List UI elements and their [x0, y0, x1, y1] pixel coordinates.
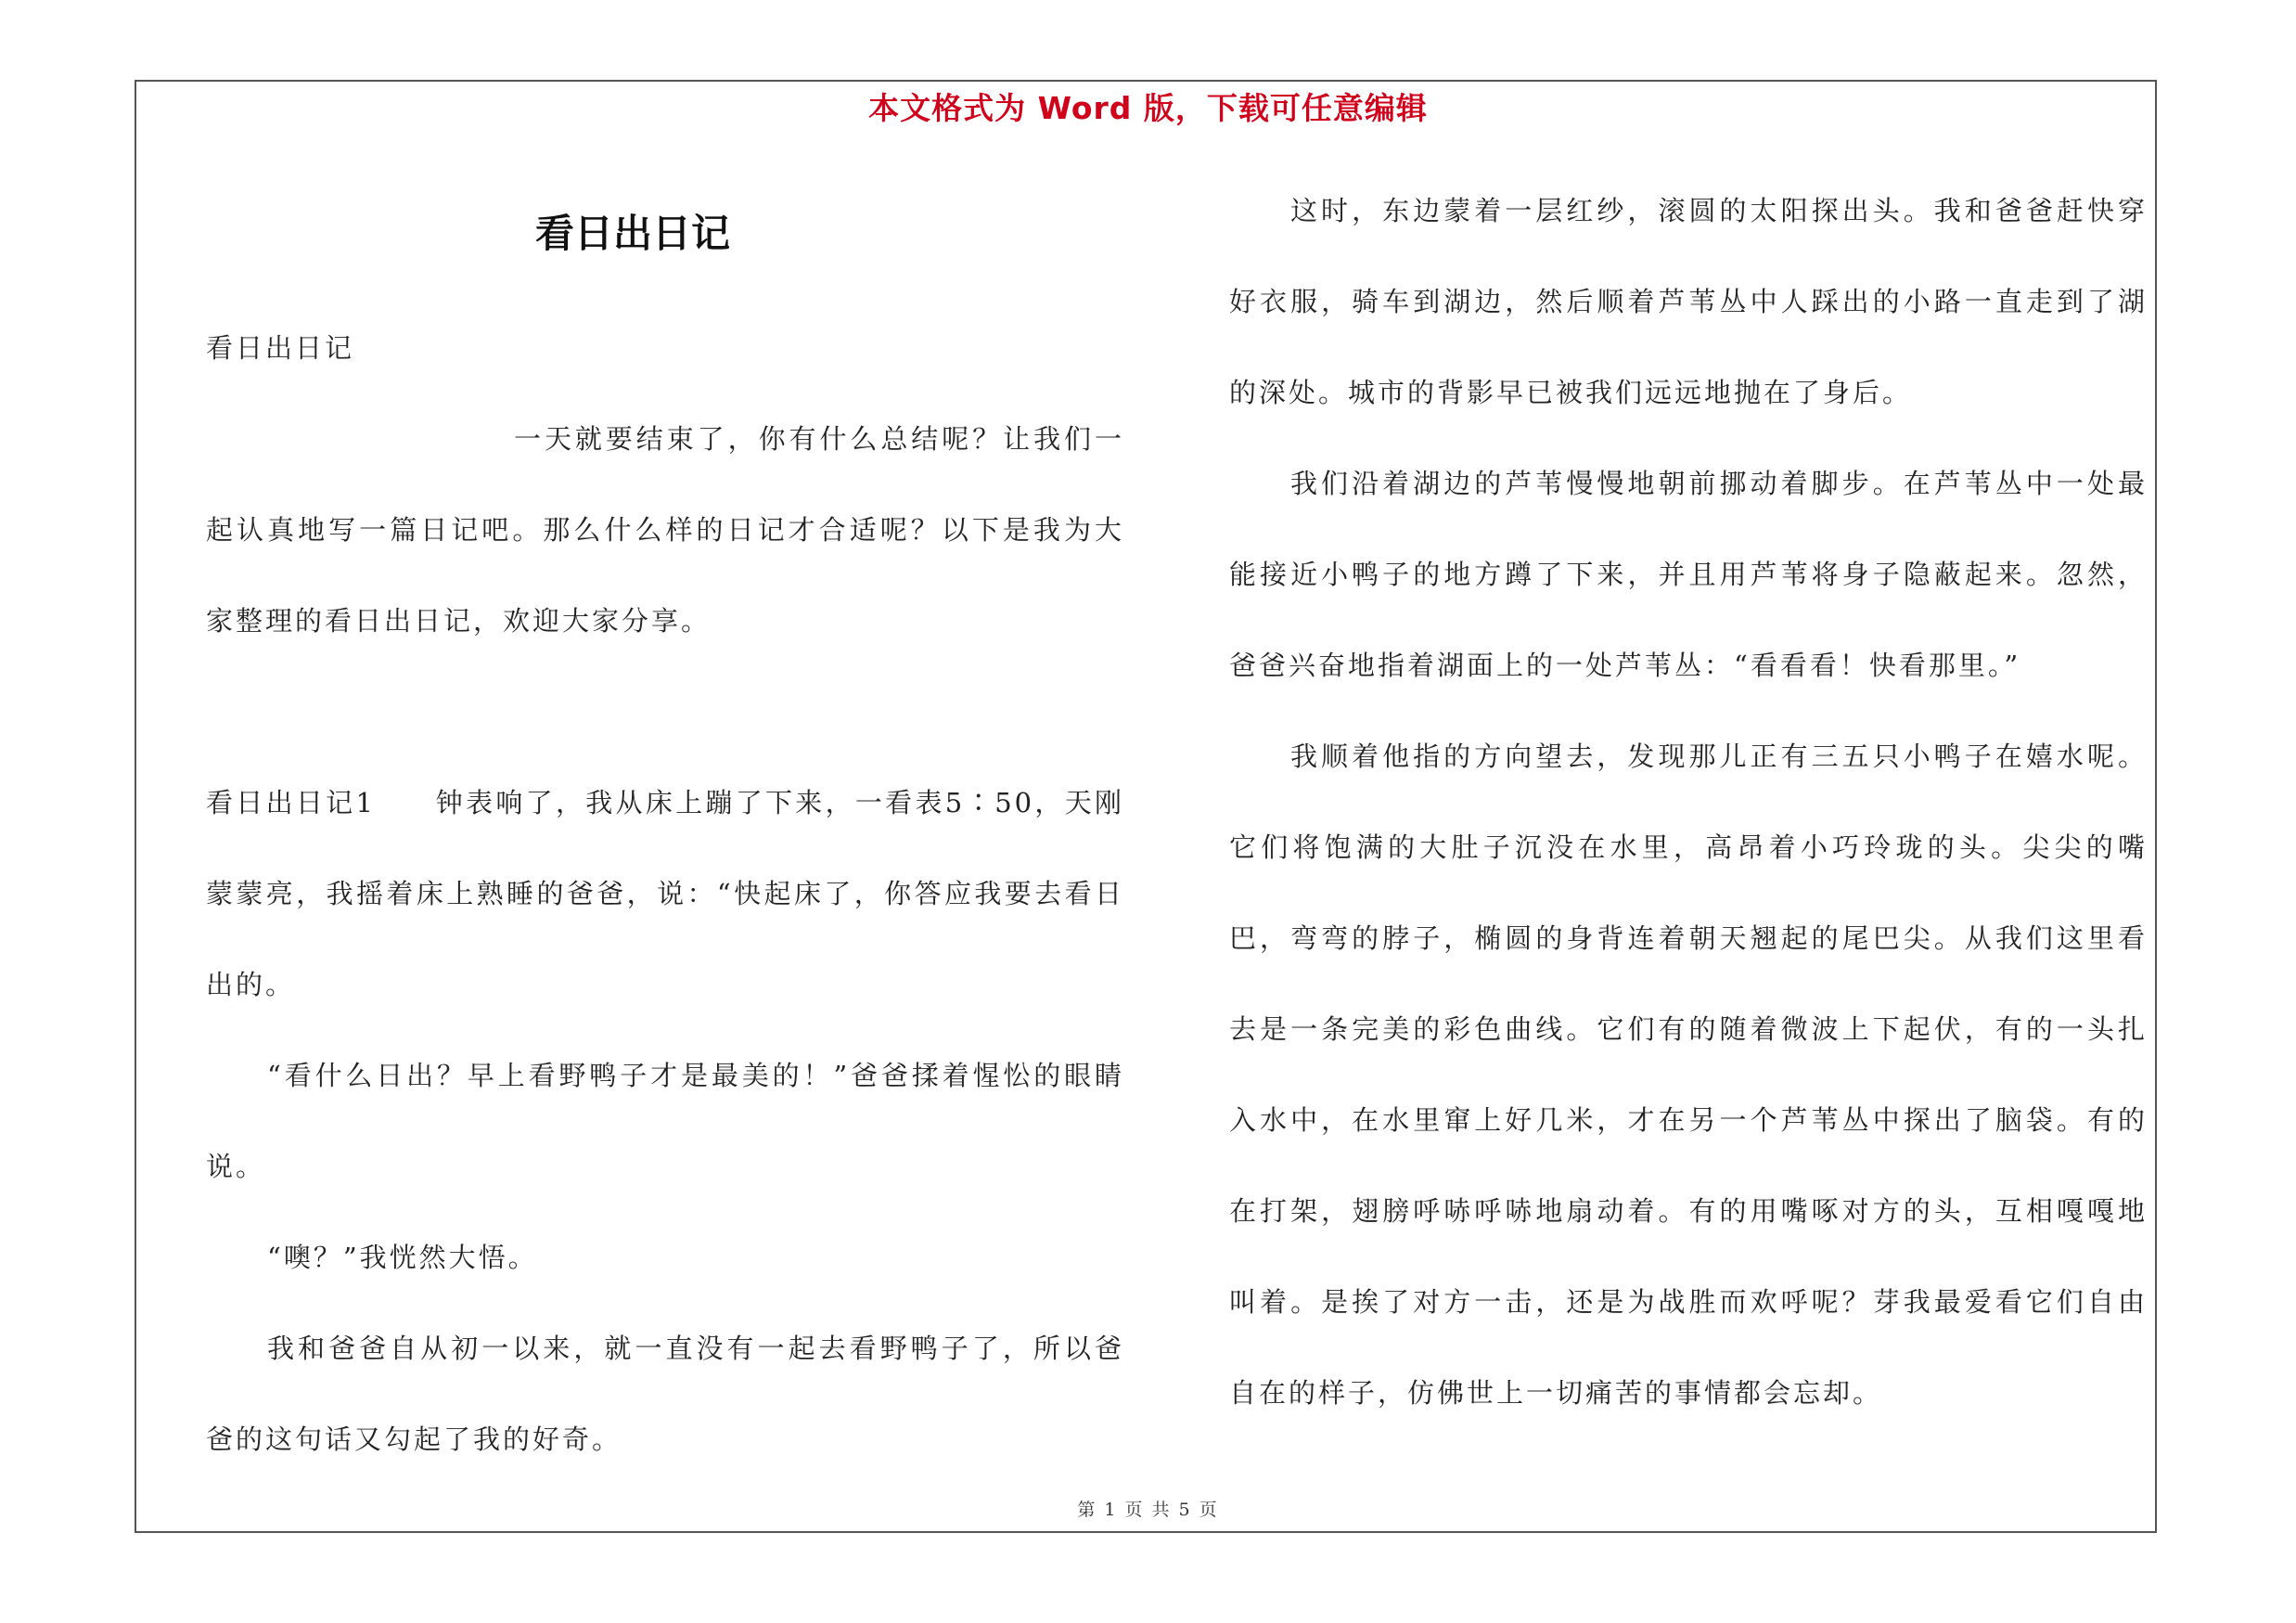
document-title: 看日出日记 — [534, 211, 730, 256]
paragraph-spacer — [206, 666, 1124, 757]
right-column — [1229, 165, 2148, 1438]
page-number-footer: 第 1 页 共 5 页 — [1077, 1500, 1219, 1520]
paragraph-7: 我顺着他指的方向望去，发现那儿正有三五只小鸭子在嬉水呢。它们将饱满的大肚子沉没在水里，高昂着小巧玲珑的头。尖尖的嘴巴，弯弯的脖子，椭圆的身背连着朝天翘起的尾巴尖。从我们这里看去是一条完美的彩色曲线。它们有的随着微波上下起伏，有的一头扎入水中，在水里窜上好几米，才在另一个芦苇丛中探出了脑袋。有的在打架，翅膀呼哧呼哧地扇动着。有的用嘴啄对方的头，互相嘎嘎地叫着。是挨了对方一击，还是为战胜而欢呼呢？芽我最爱看它们自由自在的样子，仿佛世上一切痛苦的事情都会忘却。 — [1229, 741, 2148, 1409]
format-banner: 本文格式为 Word 版，下载可任意编辑 — [868, 90, 1428, 126]
paragraph-6: 我们沿着湖边的芦苇慢慢地朝前挪动着脚步。在芦苇丛中一处最能接近小鸭子的地方蹲了下来，并且用芦苇将身子隐蔽起来。忽然，爸爸兴奋地指着湖面上的一处芦苇丛：“看看看！快看那里。” — [1229, 468, 2148, 681]
paragraph-1: 看日出日记1 钟表响了，我从床上蹦了下来，一看表5∶50，天刚蒙蒙亮，我摇着床上熟睡的爸爸，说：“快起床了，你答应我要去看日出的。 — [206, 787, 1124, 1000]
left-column — [206, 303, 1124, 1485]
subtitle: 看日出日记 — [206, 332, 355, 364]
intro-paragraph: 一天就要结束了，你有什么总结呢？让我们一起认真地写一篇日记吧。那么什么样的日记才合适呢？以下是我为大家整理的看日出日记，欢迎大家分享。 — [206, 423, 1124, 637]
paragraph-3: “噢？”我恍然大悟。 — [267, 1242, 538, 1273]
paragraph-2: “看什么日出？早上看野鸭子才是最美的！”爸爸揉着惺忪的眼睛说。 — [206, 1060, 1124, 1182]
paragraph-4: 我和爸爸自从初一以来，就一直没有一起去看野鸭子了，所以爸爸的这句话又勾起了我的好奇。 — [206, 1333, 1124, 1455]
paragraph-5: 这时，东边蒙着一层红纱，滚圆的太阳探出头。我和爸爸赶快穿好衣服，骑车到湖边，然后顺着芦苇丛中人踩出的小路一直走到了湖的深处。城市的背影早已被我们远远地抛在了身后。 — [1229, 195, 2148, 408]
